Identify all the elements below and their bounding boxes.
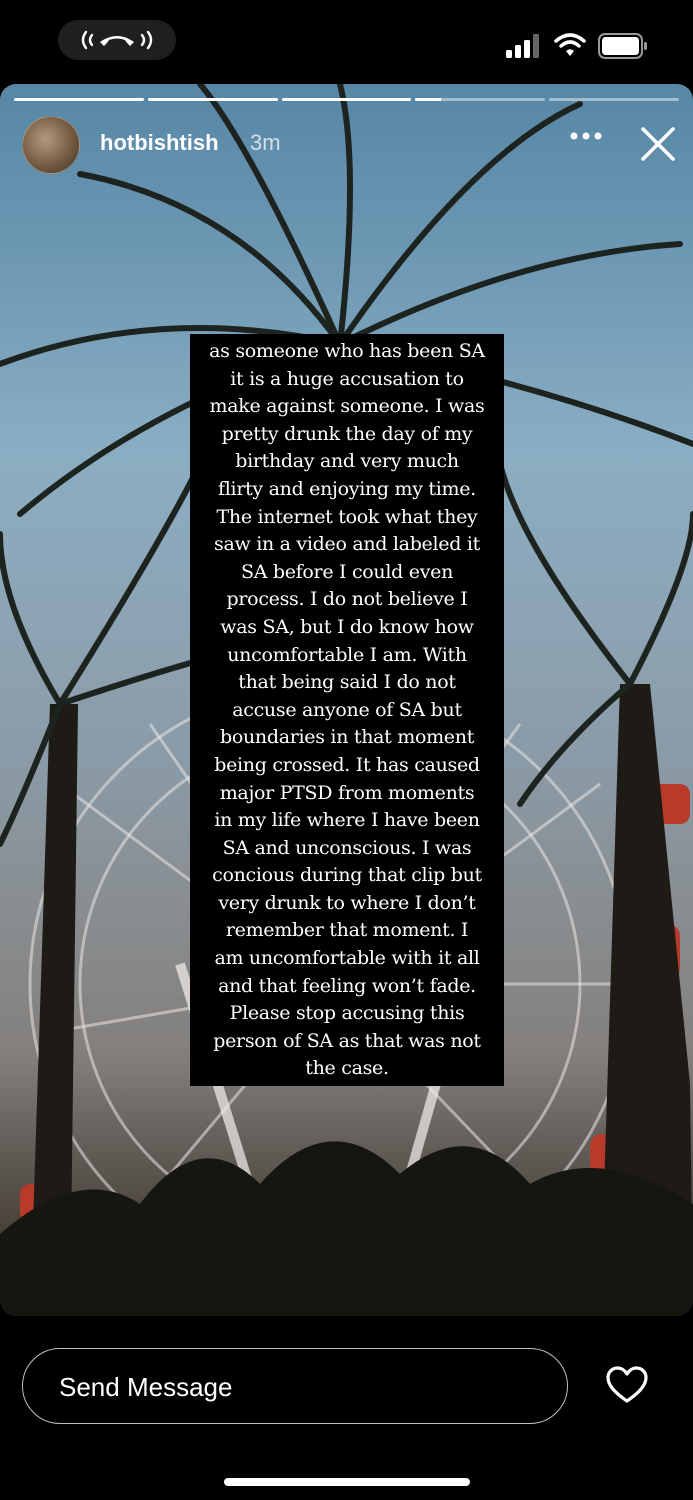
send-message-input[interactable] — [22, 1348, 568, 1424]
caption-line: Please stop accusing this — [229, 1002, 465, 1025]
caption-line: birthday and very much — [235, 450, 459, 473]
caption-line: the case. — [305, 1057, 389, 1080]
story-viewer[interactable] — [0, 84, 693, 1316]
battery-icon — [598, 33, 648, 59]
heart-outline-icon[interactable] — [606, 1366, 648, 1404]
story-timestamp: 3m — [250, 130, 281, 155]
caption-line: flirty and enjoying my time. — [218, 477, 476, 500]
caption-line: and that feeling won’t fade. — [218, 974, 476, 997]
caption-line: person of SA as that was not — [213, 1029, 481, 1052]
active-call-pill[interactable] — [58, 20, 176, 60]
caption-line: pretty drunk the day of my — [221, 422, 473, 445]
caption-line: uncomfortable I am. With — [227, 643, 467, 666]
wifi-icon — [554, 32, 586, 58]
more-horizontal-icon[interactable] — [570, 132, 602, 140]
caption-line: remember that moment. I — [225, 919, 469, 942]
caption-line: was SA, but I do know how — [220, 615, 474, 638]
caption-line: accuse anyone of SA but — [232, 698, 462, 721]
caption-line: very drunk to where I don’t — [218, 891, 476, 914]
home-indicator[interactable] — [224, 1478, 470, 1486]
story-progress-segment — [415, 98, 545, 101]
caption-line: SA before I could even — [240, 560, 454, 583]
status-bar — [0, 0, 693, 84]
caption-line: being crossed. It has caused — [214, 753, 480, 776]
caption-line: make against someone. I was — [209, 395, 485, 418]
send-message-placeholder: Send Message — [59, 1372, 233, 1402]
caption-line: process. I do not believe I — [226, 588, 468, 611]
caption-line: saw in a video and labeled it — [214, 533, 480, 556]
caption-line: SA and unconscious. I was — [222, 836, 472, 859]
cellular-signal-icon — [506, 34, 542, 58]
story-text-caption — [190, 334, 504, 1086]
caption-line: that being said I do not — [238, 671, 456, 694]
caption-line: as someone who has been SA — [209, 340, 485, 362]
story-progress-segment — [148, 98, 278, 101]
story-progress-segment — [282, 98, 412, 101]
story-progress-segment — [14, 98, 144, 101]
story-progress-bars — [14, 98, 679, 102]
caption-line: am uncomfortable with it all — [214, 947, 480, 970]
caption-line: The internet took what they — [216, 505, 478, 528]
username[interactable]: hotbishtish — [100, 130, 219, 155]
caption-line: major PTSD from moments — [219, 781, 475, 804]
caption-line: boundaries in that moment — [219, 726, 475, 749]
caption-line: it is a huge accusation to — [230, 367, 464, 390]
story-progress-segment — [549, 98, 679, 101]
phone-call-active-icon — [78, 28, 156, 52]
caption-line: in my life where I have been — [214, 809, 480, 832]
avatar[interactable] — [22, 116, 80, 174]
caption-line: concious during that clip but — [212, 864, 482, 887]
close-icon[interactable] — [640, 126, 676, 162]
